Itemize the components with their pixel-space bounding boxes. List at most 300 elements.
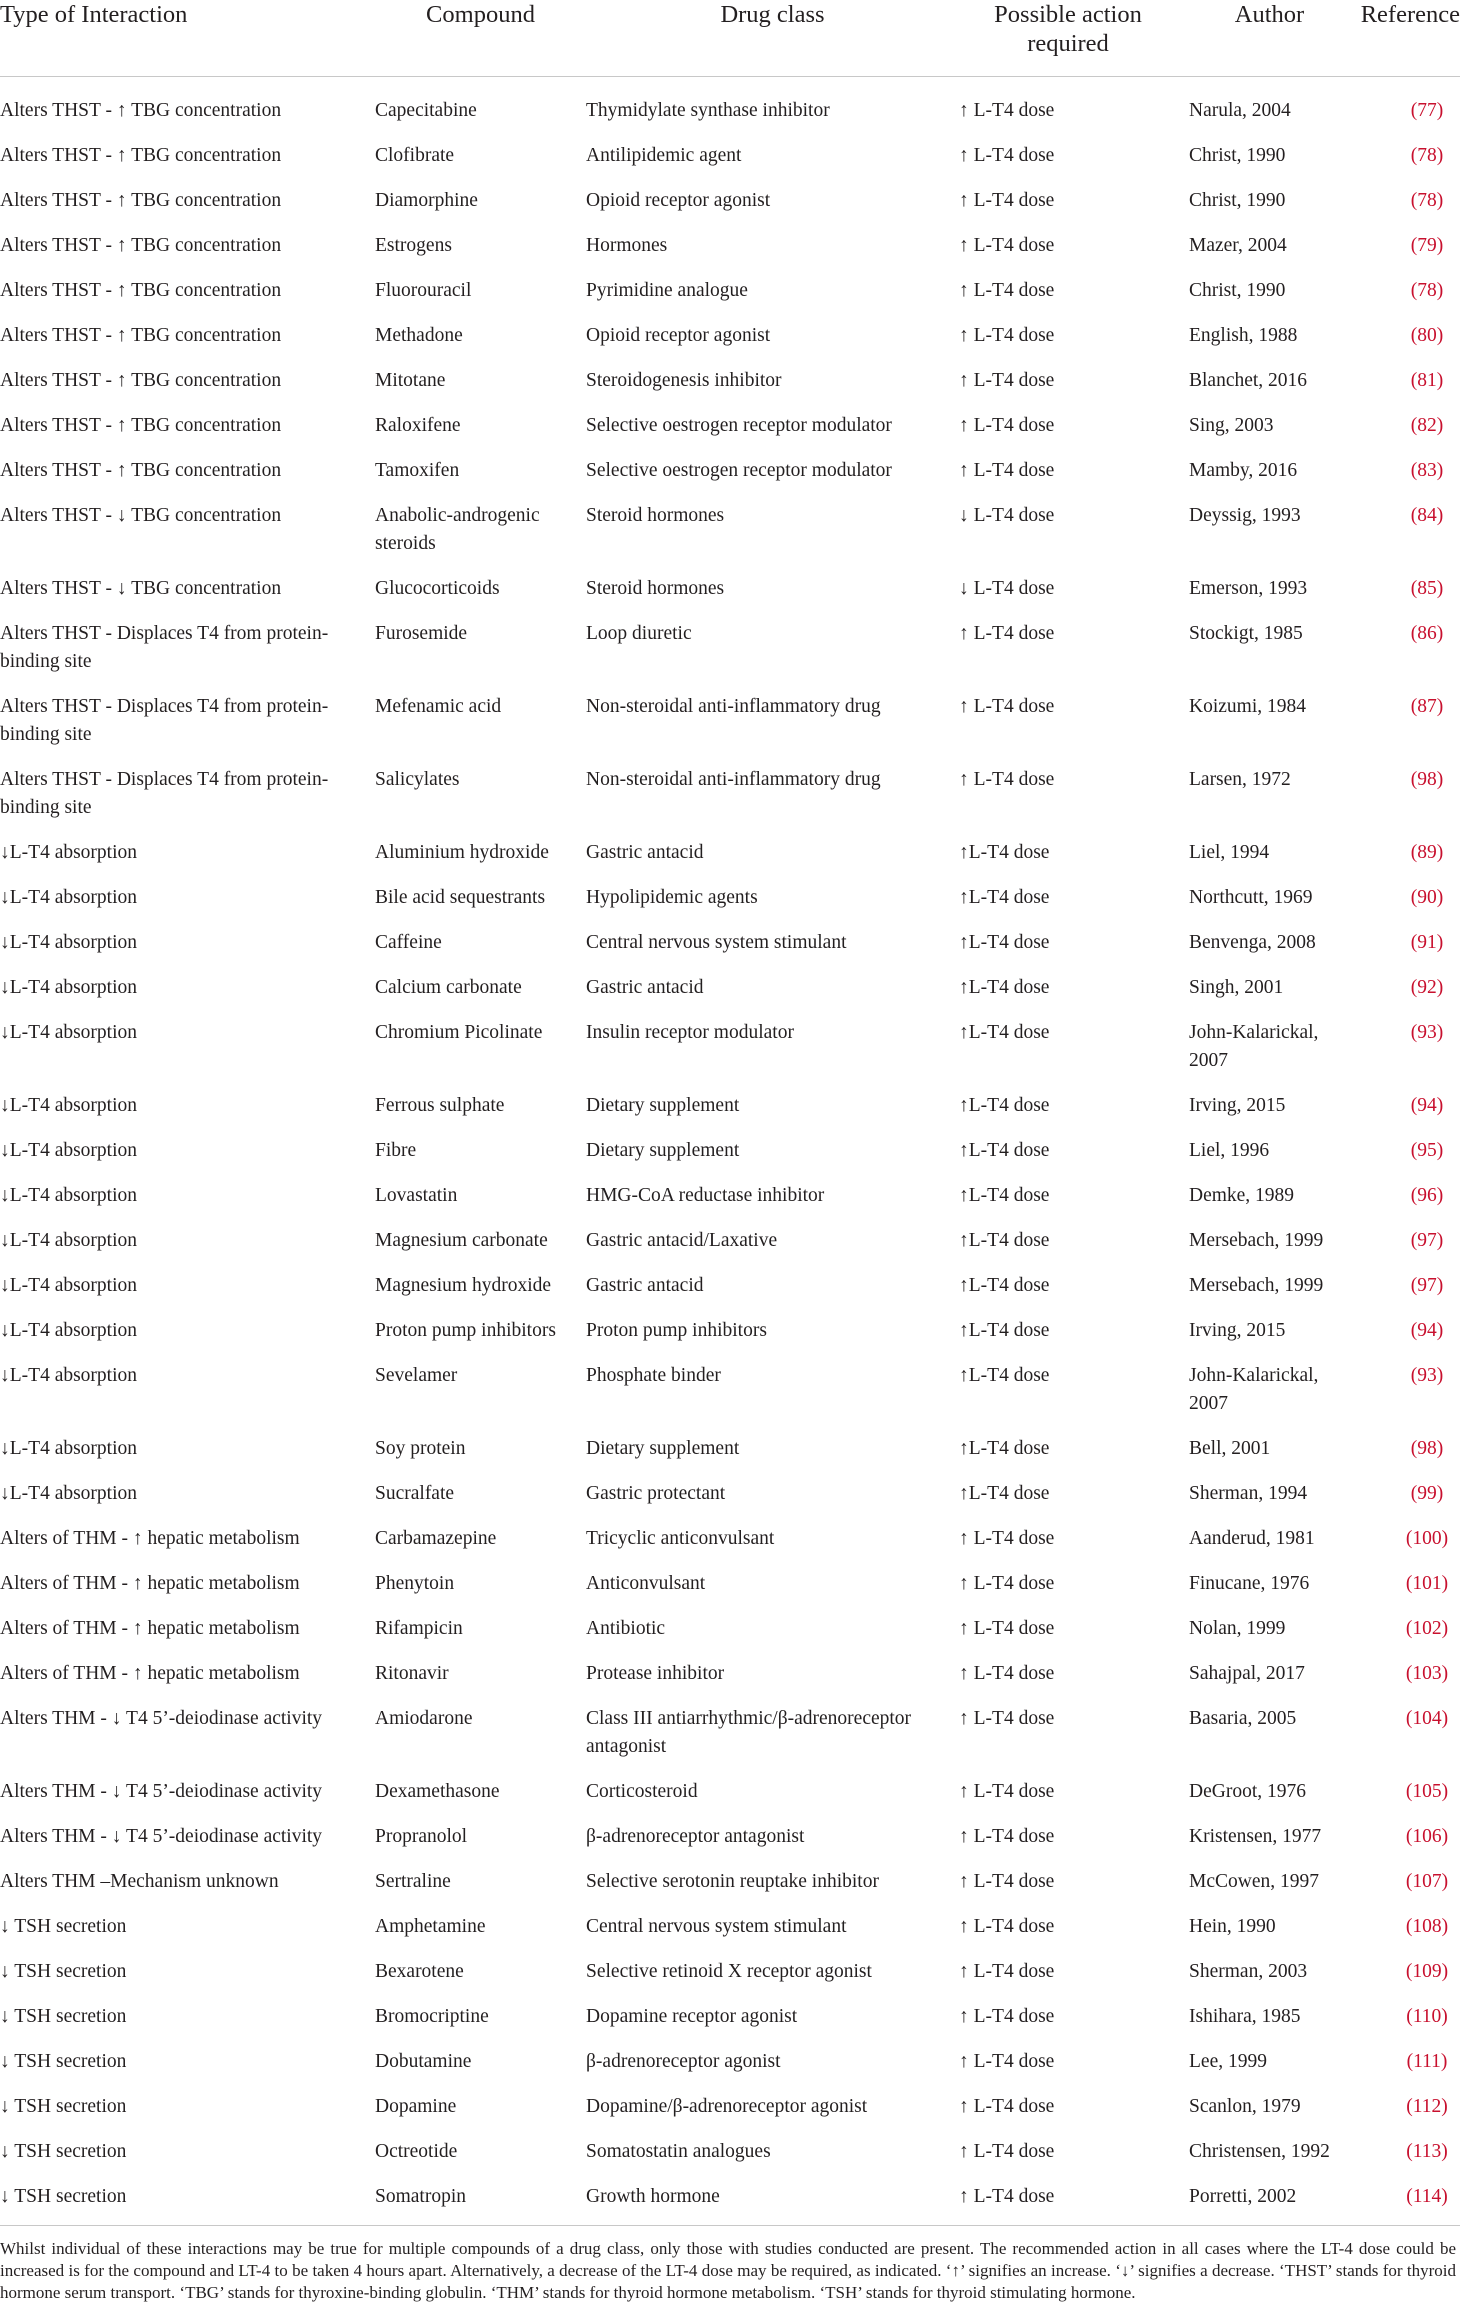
table-row — [0, 758, 1460, 831]
table-row — [0, 77, 1460, 135]
cell-drug-class: β-adrenoreceptor antagonist — [586, 1815, 959, 1860]
cell-author: Basaria, 2005 — [1189, 1697, 1350, 1770]
cell-compound: Sevelamer — [375, 1354, 586, 1427]
cell-reference[interactable]: (91) — [1350, 921, 1460, 966]
cell-type-of-interaction: ↓L-T4 absorption — [0, 1264, 375, 1309]
cell-drug-class: Class III antiarrhythmic/β-adrenoreceptor antagonist — [586, 1697, 959, 1770]
cell-compound: Phenytoin — [375, 1562, 586, 1607]
cell-type-of-interaction: Alters of THM - ↑ hepatic metabolism — [0, 1517, 375, 1562]
table-row — [0, 966, 1460, 1011]
header-possible-action: Possible action required — [959, 0, 1189, 77]
cell-type-of-interaction: ↓L-T4 absorption — [0, 1084, 375, 1129]
table-row — [0, 404, 1460, 449]
table-body — [0, 77, 1460, 2226]
cell-reference[interactable]: (114) — [1350, 2175, 1460, 2226]
cell-author: Christ, 1990 — [1189, 179, 1350, 224]
cell-author: Liel, 1996 — [1189, 1129, 1350, 1174]
cell-author: Christensen, 1992 — [1189, 2130, 1350, 2175]
table-row — [0, 1860, 1460, 1905]
cell-author: Singh, 2001 — [1189, 966, 1350, 1011]
table-row — [0, 1905, 1460, 1950]
cell-possible-action: ↑ L-T4 dose — [959, 2040, 1189, 2085]
cell-possible-action: ↑L-T4 dose — [959, 1472, 1189, 1517]
cell-drug-class: Growth hormone — [586, 2175, 959, 2226]
cell-type-of-interaction: Alters THM - ↓ T4 5’-deiodinase activity — [0, 1697, 375, 1770]
cell-drug-class: Selective oestrogen receptor modulator — [586, 404, 959, 449]
cell-author: Blanchet, 2016 — [1189, 359, 1350, 404]
cell-reference[interactable]: (101) — [1350, 1562, 1460, 1607]
cell-author: Nolan, 1999 — [1189, 1607, 1350, 1652]
cell-author: Mamby, 2016 — [1189, 449, 1350, 494]
table-row — [0, 2085, 1460, 2130]
cell-compound: Methadone — [375, 314, 586, 359]
cell-compound: Calcium carbonate — [375, 966, 586, 1011]
cell-reference[interactable]: (94) — [1350, 1084, 1460, 1129]
cell-reference[interactable]: (78) — [1350, 179, 1460, 224]
cell-drug-class: Insulin receptor modulator — [586, 1011, 959, 1084]
header-type-of-interaction: Type of Interaction — [0, 0, 375, 77]
cell-possible-action: ↑ L-T4 dose — [959, 224, 1189, 269]
cell-drug-class: Opioid receptor agonist — [586, 179, 959, 224]
cell-author: Demke, 1989 — [1189, 1174, 1350, 1219]
table-row — [0, 1174, 1460, 1219]
cell-drug-class: Protease inhibitor — [586, 1652, 959, 1697]
cell-type-of-interaction: ↓ TSH secretion — [0, 2085, 375, 2130]
cell-possible-action: ↑ L-T4 dose — [959, 134, 1189, 179]
cell-reference[interactable]: (84) — [1350, 494, 1460, 567]
cell-drug-class: Opioid receptor agonist — [586, 314, 959, 359]
cell-reference[interactable]: (99) — [1350, 1472, 1460, 1517]
cell-possible-action: ↑L-T4 dose — [959, 876, 1189, 921]
table-row — [0, 1219, 1460, 1264]
cell-reference[interactable]: (77) — [1350, 77, 1460, 135]
cell-type-of-interaction: ↓ TSH secretion — [0, 2040, 375, 2085]
cell-drug-class: Phosphate binder — [586, 1354, 959, 1427]
cell-drug-class: Non-steroidal anti-inflammatory drug — [586, 758, 959, 831]
table-row — [0, 1084, 1460, 1129]
cell-reference[interactable]: (103) — [1350, 1652, 1460, 1697]
cell-compound: Diamorphine — [375, 179, 586, 224]
cell-possible-action: ↑L-T4 dose — [959, 1084, 1189, 1129]
cell-reference[interactable]: (97) — [1350, 1219, 1460, 1264]
cell-type-of-interaction: ↓L-T4 absorption — [0, 1011, 375, 1084]
cell-possible-action: ↑L-T4 dose — [959, 1309, 1189, 1354]
cell-compound: Ritonavir — [375, 1652, 586, 1697]
cell-reference[interactable]: (89) — [1350, 831, 1460, 876]
cell-drug-class: β-adrenoreceptor agonist — [586, 2040, 959, 2085]
cell-compound: Carbamazepine — [375, 1517, 586, 1562]
cell-compound: Estrogens — [375, 224, 586, 269]
table-row — [0, 1309, 1460, 1354]
table-row — [0, 1472, 1460, 1517]
cell-type-of-interaction: Alters THST - ↑ TBG concentration — [0, 404, 375, 449]
cell-compound: Sucralfate — [375, 1472, 586, 1517]
cell-possible-action: ↑ L-T4 dose — [959, 758, 1189, 831]
cell-reference[interactable]: (85) — [1350, 567, 1460, 612]
cell-author: Irving, 2015 — [1189, 1309, 1350, 1354]
cell-compound: Anabolic-androgenic steroids — [375, 494, 586, 567]
cell-type-of-interaction: Alters THST - ↓ TBG concentration — [0, 567, 375, 612]
cell-compound: Dobutamine — [375, 2040, 586, 2085]
cell-possible-action: ↑L-T4 dose — [959, 831, 1189, 876]
table-row — [0, 1562, 1460, 1607]
cell-drug-class: HMG-CoA reductase inhibitor — [586, 1174, 959, 1219]
cell-drug-class: Central nervous system stimulant — [586, 1905, 959, 1950]
cell-drug-class: Selective serotonin reuptake inhibitor — [586, 1860, 959, 1905]
cell-drug-class: Antibiotic — [586, 1607, 959, 1652]
cell-drug-class: Loop diuretic — [586, 612, 959, 685]
cell-compound: Chromium Picolinate — [375, 1011, 586, 1084]
cell-drug-class: Hormones — [586, 224, 959, 269]
cell-reference[interactable]: (97) — [1350, 1264, 1460, 1309]
cell-possible-action: ↑ L-T4 dose — [959, 2085, 1189, 2130]
cell-possible-action: ↑ L-T4 dose — [959, 1517, 1189, 1562]
cell-author: Irving, 2015 — [1189, 1084, 1350, 1129]
cell-author: Kristensen, 1977 — [1189, 1815, 1350, 1860]
cell-type-of-interaction: Alters THST - ↑ TBG concentration — [0, 449, 375, 494]
cell-drug-class: Non-steroidal anti-inflammatory drug — [586, 685, 959, 758]
cell-possible-action: ↑L-T4 dose — [959, 1174, 1189, 1219]
cell-drug-class: Dietary supplement — [586, 1427, 959, 1472]
cell-type-of-interaction: ↓L-T4 absorption — [0, 1309, 375, 1354]
cell-compound: Dopamine — [375, 2085, 586, 2130]
cell-type-of-interaction: Alters THST - ↑ TBG concentration — [0, 359, 375, 404]
cell-type-of-interaction: Alters THST - Displaces T4 from protein-binding site — [0, 758, 375, 831]
cell-reference[interactable]: (80) — [1350, 314, 1460, 359]
cell-author: McCowen, 1997 — [1189, 1860, 1350, 1905]
table-row — [0, 2175, 1460, 2226]
cell-possible-action: ↑ L-T4 dose — [959, 449, 1189, 494]
table-row — [0, 134, 1460, 179]
table-row — [0, 1264, 1460, 1309]
cell-drug-class: Gastric antacid/Laxative — [586, 1219, 959, 1264]
cell-drug-class: Anticonvulsant — [586, 1562, 959, 1607]
cell-compound: Capecitabine — [375, 77, 586, 135]
cell-type-of-interaction: ↓ TSH secretion — [0, 2130, 375, 2175]
table-row — [0, 1770, 1460, 1815]
cell-type-of-interaction: Alters THST - ↑ TBG concentration — [0, 134, 375, 179]
cell-type-of-interaction: Alters THM - ↓ T4 5’-deiodinase activity — [0, 1815, 375, 1860]
cell-reference[interactable]: (93) — [1350, 1011, 1460, 1084]
cell-drug-class: Dietary supplement — [586, 1084, 959, 1129]
cell-author: Stockigt, 1985 — [1189, 612, 1350, 685]
cell-drug-class: Gastric antacid — [586, 966, 959, 1011]
header-compound: Compound — [375, 0, 586, 77]
cell-author: Lee, 1999 — [1189, 2040, 1350, 2085]
cell-compound: Mitotane — [375, 359, 586, 404]
cell-drug-class: Dietary supplement — [586, 1129, 959, 1174]
cell-reference[interactable]: (100) — [1350, 1517, 1460, 1562]
cell-author: Benvenga, 2008 — [1189, 921, 1350, 966]
cell-possible-action: ↑L-T4 dose — [959, 1219, 1189, 1264]
cell-compound: Mefenamic acid — [375, 685, 586, 758]
cell-possible-action: ↑L-T4 dose — [959, 1264, 1189, 1309]
cell-reference[interactable]: (79) — [1350, 224, 1460, 269]
cell-drug-class: Selective retinoid X receptor agonist — [586, 1950, 959, 1995]
cell-possible-action: ↑L-T4 dose — [959, 1354, 1189, 1427]
cell-author: Bell, 2001 — [1189, 1427, 1350, 1472]
table-row — [0, 494, 1460, 567]
cell-author: Aanderud, 1981 — [1189, 1517, 1350, 1562]
table-row — [0, 224, 1460, 269]
table-row — [0, 831, 1460, 876]
cell-reference[interactable]: (106) — [1350, 1815, 1460, 1860]
cell-author: Scanlon, 1979 — [1189, 2085, 1350, 2130]
table-row — [0, 1129, 1460, 1174]
cell-type-of-interaction: Alters THST - ↑ TBG concentration — [0, 77, 375, 135]
cell-type-of-interaction: Alters THST - Displaces T4 from protein-binding site — [0, 685, 375, 758]
cell-type-of-interaction: Alters THST - ↑ TBG concentration — [0, 179, 375, 224]
header-author: Author — [1189, 0, 1350, 77]
cell-drug-class: Tricyclic anticonvulsant — [586, 1517, 959, 1562]
table-row — [0, 449, 1460, 494]
cell-drug-class: Steroidogenesis inhibitor — [586, 359, 959, 404]
table-row — [0, 876, 1460, 921]
header-row — [0, 0, 1460, 77]
cell-reference[interactable]: (78) — [1350, 134, 1460, 179]
header-drug-class: Drug class — [586, 0, 959, 77]
cell-author: John-Kalarickal, 2007 — [1189, 1011, 1350, 1084]
cell-author: Christ, 1990 — [1189, 134, 1350, 179]
header-reference: Reference — [1350, 0, 1460, 77]
cell-compound: Propranolol — [375, 1815, 586, 1860]
cell-reference[interactable]: (98) — [1350, 758, 1460, 831]
table-row — [0, 921, 1460, 966]
cell-author: English, 1988 — [1189, 314, 1350, 359]
cell-type-of-interaction: ↓ TSH secretion — [0, 1995, 375, 2040]
cell-compound: Octreotide — [375, 2130, 586, 2175]
cell-compound: Amphetamine — [375, 1905, 586, 1950]
cell-compound: Magnesium carbonate — [375, 1219, 586, 1264]
cell-possible-action: ↑ L-T4 dose — [959, 1562, 1189, 1607]
cell-possible-action: ↑L-T4 dose — [959, 1129, 1189, 1174]
cell-type-of-interaction: ↓L-T4 absorption — [0, 1129, 375, 1174]
cell-reference[interactable]: (107) — [1350, 1860, 1460, 1905]
cell-possible-action: ↑L-T4 dose — [959, 1427, 1189, 1472]
cell-author: Liel, 1994 — [1189, 831, 1350, 876]
cell-drug-class: Proton pump inhibitors — [586, 1309, 959, 1354]
cell-type-of-interaction: ↓L-T4 absorption — [0, 966, 375, 1011]
cell-reference[interactable]: (109) — [1350, 1950, 1460, 1995]
cell-reference[interactable]: (93) — [1350, 1354, 1460, 1427]
cell-type-of-interaction: Alters THST - ↑ TBG concentration — [0, 224, 375, 269]
cell-type-of-interaction: Alters THM –Mechanism unknown — [0, 1860, 375, 1905]
table-row — [0, 1011, 1460, 1084]
cell-compound: Caffeine — [375, 921, 586, 966]
cell-drug-class: Antilipidemic agent — [586, 134, 959, 179]
cell-author: Porretti, 2002 — [1189, 2175, 1350, 2226]
table-row — [0, 1427, 1460, 1472]
cell-reference[interactable]: (96) — [1350, 1174, 1460, 1219]
cell-possible-action: ↑ L-T4 dose — [959, 1905, 1189, 1950]
cell-possible-action: ↑ L-T4 dose — [959, 612, 1189, 685]
cell-reference[interactable]: (105) — [1350, 1770, 1460, 1815]
cell-compound: Raloxifene — [375, 404, 586, 449]
cell-reference[interactable]: (95) — [1350, 1129, 1460, 1174]
cell-possible-action: ↓ L-T4 dose — [959, 567, 1189, 612]
cell-reference[interactable]: (98) — [1350, 1427, 1460, 1472]
cell-drug-class: Gastric protectant — [586, 1472, 959, 1517]
cell-type-of-interaction: ↓ TSH secretion — [0, 2175, 375, 2226]
cell-reference[interactable]: (92) — [1350, 966, 1460, 1011]
cell-reference[interactable]: (111) — [1350, 2040, 1460, 2085]
cell-author: Larsen, 1972 — [1189, 758, 1350, 831]
cell-reference[interactable]: (87) — [1350, 685, 1460, 758]
table-row — [0, 1950, 1460, 1995]
cell-compound: Soy protein — [375, 1427, 586, 1472]
cell-type-of-interaction: Alters THST - ↑ TBG concentration — [0, 269, 375, 314]
cell-reference[interactable]: (112) — [1350, 2085, 1460, 2130]
cell-compound: Glucocorticoids — [375, 567, 586, 612]
cell-compound: Proton pump inhibitors — [375, 1309, 586, 1354]
cell-drug-class: Thymidylate synthase inhibitor — [586, 77, 959, 135]
cell-author: Mazer, 2004 — [1189, 224, 1350, 269]
cell-reference[interactable]: (86) — [1350, 612, 1460, 685]
cell-author: DeGroot, 1976 — [1189, 1770, 1350, 1815]
cell-compound: Tamoxifen — [375, 449, 586, 494]
cell-type-of-interaction: Alters of THM - ↑ hepatic metabolism — [0, 1652, 375, 1697]
cell-possible-action: ↓ L-T4 dose — [959, 494, 1189, 567]
cell-possible-action: ↑L-T4 dose — [959, 966, 1189, 1011]
cell-possible-action: ↑ L-T4 dose — [959, 1652, 1189, 1697]
table-row — [0, 1995, 1460, 2040]
cell-reference[interactable]: (104) — [1350, 1697, 1460, 1770]
cell-compound: Somatropin — [375, 2175, 586, 2226]
cell-compound: Lovastatin — [375, 1174, 586, 1219]
cell-compound: Salicylates — [375, 758, 586, 831]
cell-drug-class: Pyrimidine analogue — [586, 269, 959, 314]
cell-author: Koizumi, 1984 — [1189, 685, 1350, 758]
cell-type-of-interaction: ↓L-T4 absorption — [0, 921, 375, 966]
cell-possible-action: ↑ L-T4 dose — [959, 404, 1189, 449]
cell-compound: Amiodarone — [375, 1697, 586, 1770]
cell-possible-action: ↑ L-T4 dose — [959, 1697, 1189, 1770]
table-row — [0, 1354, 1460, 1427]
cell-reference[interactable]: (83) — [1350, 449, 1460, 494]
cell-compound: Ferrous sulphate — [375, 1084, 586, 1129]
table-row — [0, 2130, 1460, 2175]
cell-compound: Magnesium hydroxide — [375, 1264, 586, 1309]
cell-compound: Bromocriptine — [375, 1995, 586, 2040]
cell-drug-class: Hypolipidemic agents — [586, 876, 959, 921]
cell-possible-action: ↑ L-T4 dose — [959, 1815, 1189, 1860]
cell-possible-action: ↑ L-T4 dose — [959, 1995, 1189, 2040]
cell-compound: Bile acid sequestrants — [375, 876, 586, 921]
cell-reference[interactable]: (110) — [1350, 1995, 1460, 2040]
cell-possible-action: ↑ L-T4 dose — [959, 179, 1189, 224]
cell-reference[interactable]: (90) — [1350, 876, 1460, 921]
cell-possible-action: ↑ L-T4 dose — [959, 1607, 1189, 1652]
cell-drug-class: Somatostatin analogues — [586, 2130, 959, 2175]
cell-type-of-interaction: Alters THST - ↓ TBG concentration — [0, 494, 375, 567]
cell-type-of-interaction: Alters THST - Displaces T4 from protein-binding site — [0, 612, 375, 685]
table-row — [0, 685, 1460, 758]
cell-possible-action: ↑ L-T4 dose — [959, 2130, 1189, 2175]
cell-possible-action: ↑ L-T4 dose — [959, 1770, 1189, 1815]
cell-reference[interactable]: (82) — [1350, 404, 1460, 449]
cell-type-of-interaction: ↓L-T4 absorption — [0, 1354, 375, 1427]
table-row — [0, 359, 1460, 404]
cell-author: Mersebach, 1999 — [1189, 1264, 1350, 1309]
cell-possible-action: ↑ L-T4 dose — [959, 2175, 1189, 2226]
cell-author: Ishihara, 1985 — [1189, 1995, 1350, 2040]
cell-compound: Sertraline — [375, 1860, 586, 1905]
footnote-row — [0, 2226, 1460, 2304]
table-row — [0, 612, 1460, 685]
table-row — [0, 1697, 1460, 1770]
cell-author: Mersebach, 1999 — [1189, 1219, 1350, 1264]
cell-possible-action: ↑ L-T4 dose — [959, 359, 1189, 404]
cell-drug-class: Gastric antacid — [586, 1264, 959, 1309]
cell-reference[interactable]: (108) — [1350, 1905, 1460, 1950]
cell-possible-action: ↑ L-T4 dose — [959, 269, 1189, 314]
cell-compound: Bexarotene — [375, 1950, 586, 1995]
cell-author: Emerson, 1993 — [1189, 567, 1350, 612]
cell-drug-class: Steroid hormones — [586, 494, 959, 567]
cell-compound: Rifampicin — [375, 1607, 586, 1652]
table-row — [0, 567, 1460, 612]
table-row — [0, 314, 1460, 359]
cell-author: Sherman, 2003 — [1189, 1950, 1350, 1995]
table-row — [0, 1607, 1460, 1652]
cell-author: Christ, 1990 — [1189, 269, 1350, 314]
cell-compound: Dexamethasone — [375, 1770, 586, 1815]
table-row — [0, 1517, 1460, 1562]
cell-type-of-interaction: ↓L-T4 absorption — [0, 1219, 375, 1264]
cell-type-of-interaction: ↓L-T4 absorption — [0, 1174, 375, 1219]
cell-type-of-interaction: ↓ TSH secretion — [0, 1950, 375, 1995]
cell-drug-class: Selective oestrogen receptor modulator — [586, 449, 959, 494]
cell-reference[interactable]: (81) — [1350, 359, 1460, 404]
cell-author: Deyssig, 1993 — [1189, 494, 1350, 567]
cell-type-of-interaction: Alters of THM - ↑ hepatic metabolism — [0, 1562, 375, 1607]
cell-type-of-interaction: ↓L-T4 absorption — [0, 876, 375, 921]
cell-drug-class: Corticosteroid — [586, 1770, 959, 1815]
cell-drug-class: Gastric antacid — [586, 831, 959, 876]
cell-reference[interactable]: (102) — [1350, 1607, 1460, 1652]
cell-possible-action: ↑ L-T4 dose — [959, 1860, 1189, 1905]
table-footer — [0, 2226, 1460, 2304]
cell-possible-action: ↑ L-T4 dose — [959, 314, 1189, 359]
cell-possible-action: ↑L-T4 dose — [959, 1011, 1189, 1084]
cell-possible-action: ↑ L-T4 dose — [959, 77, 1189, 135]
cell-type-of-interaction: Alters THM - ↓ T4 5’-deiodinase activity — [0, 1770, 375, 1815]
cell-type-of-interaction: ↓L-T4 absorption — [0, 1472, 375, 1517]
cell-possible-action: ↑L-T4 dose — [959, 921, 1189, 966]
cell-drug-class: Central nervous system stimulant — [586, 921, 959, 966]
cell-reference[interactable]: (113) — [1350, 2130, 1460, 2175]
cell-author: Hein, 1990 — [1189, 1905, 1350, 1950]
table-header — [0, 0, 1460, 77]
cell-author: Sing, 2003 — [1189, 404, 1350, 449]
cell-reference[interactable]: (94) — [1350, 1309, 1460, 1354]
cell-type-of-interaction: Alters of THM - ↑ hepatic metabolism — [0, 1607, 375, 1652]
table-row — [0, 1815, 1460, 1860]
cell-compound: Fluorouracil — [375, 269, 586, 314]
cell-possible-action: ↑ L-T4 dose — [959, 685, 1189, 758]
cell-drug-class: Steroid hormones — [586, 567, 959, 612]
cell-possible-action: ↑ L-T4 dose — [959, 1950, 1189, 1995]
table-row — [0, 1652, 1460, 1697]
cell-compound: Aluminium hydroxide — [375, 831, 586, 876]
cell-compound: Fibre — [375, 1129, 586, 1174]
table-row — [0, 2040, 1460, 2085]
cell-drug-class: Dopamine receptor agonist — [586, 1995, 959, 2040]
cell-author: Sherman, 1994 — [1189, 1472, 1350, 1517]
cell-reference[interactable]: (78) — [1350, 269, 1460, 314]
cell-author: Northcutt, 1969 — [1189, 876, 1350, 921]
cell-type-of-interaction: ↓L-T4 absorption — [0, 1427, 375, 1472]
